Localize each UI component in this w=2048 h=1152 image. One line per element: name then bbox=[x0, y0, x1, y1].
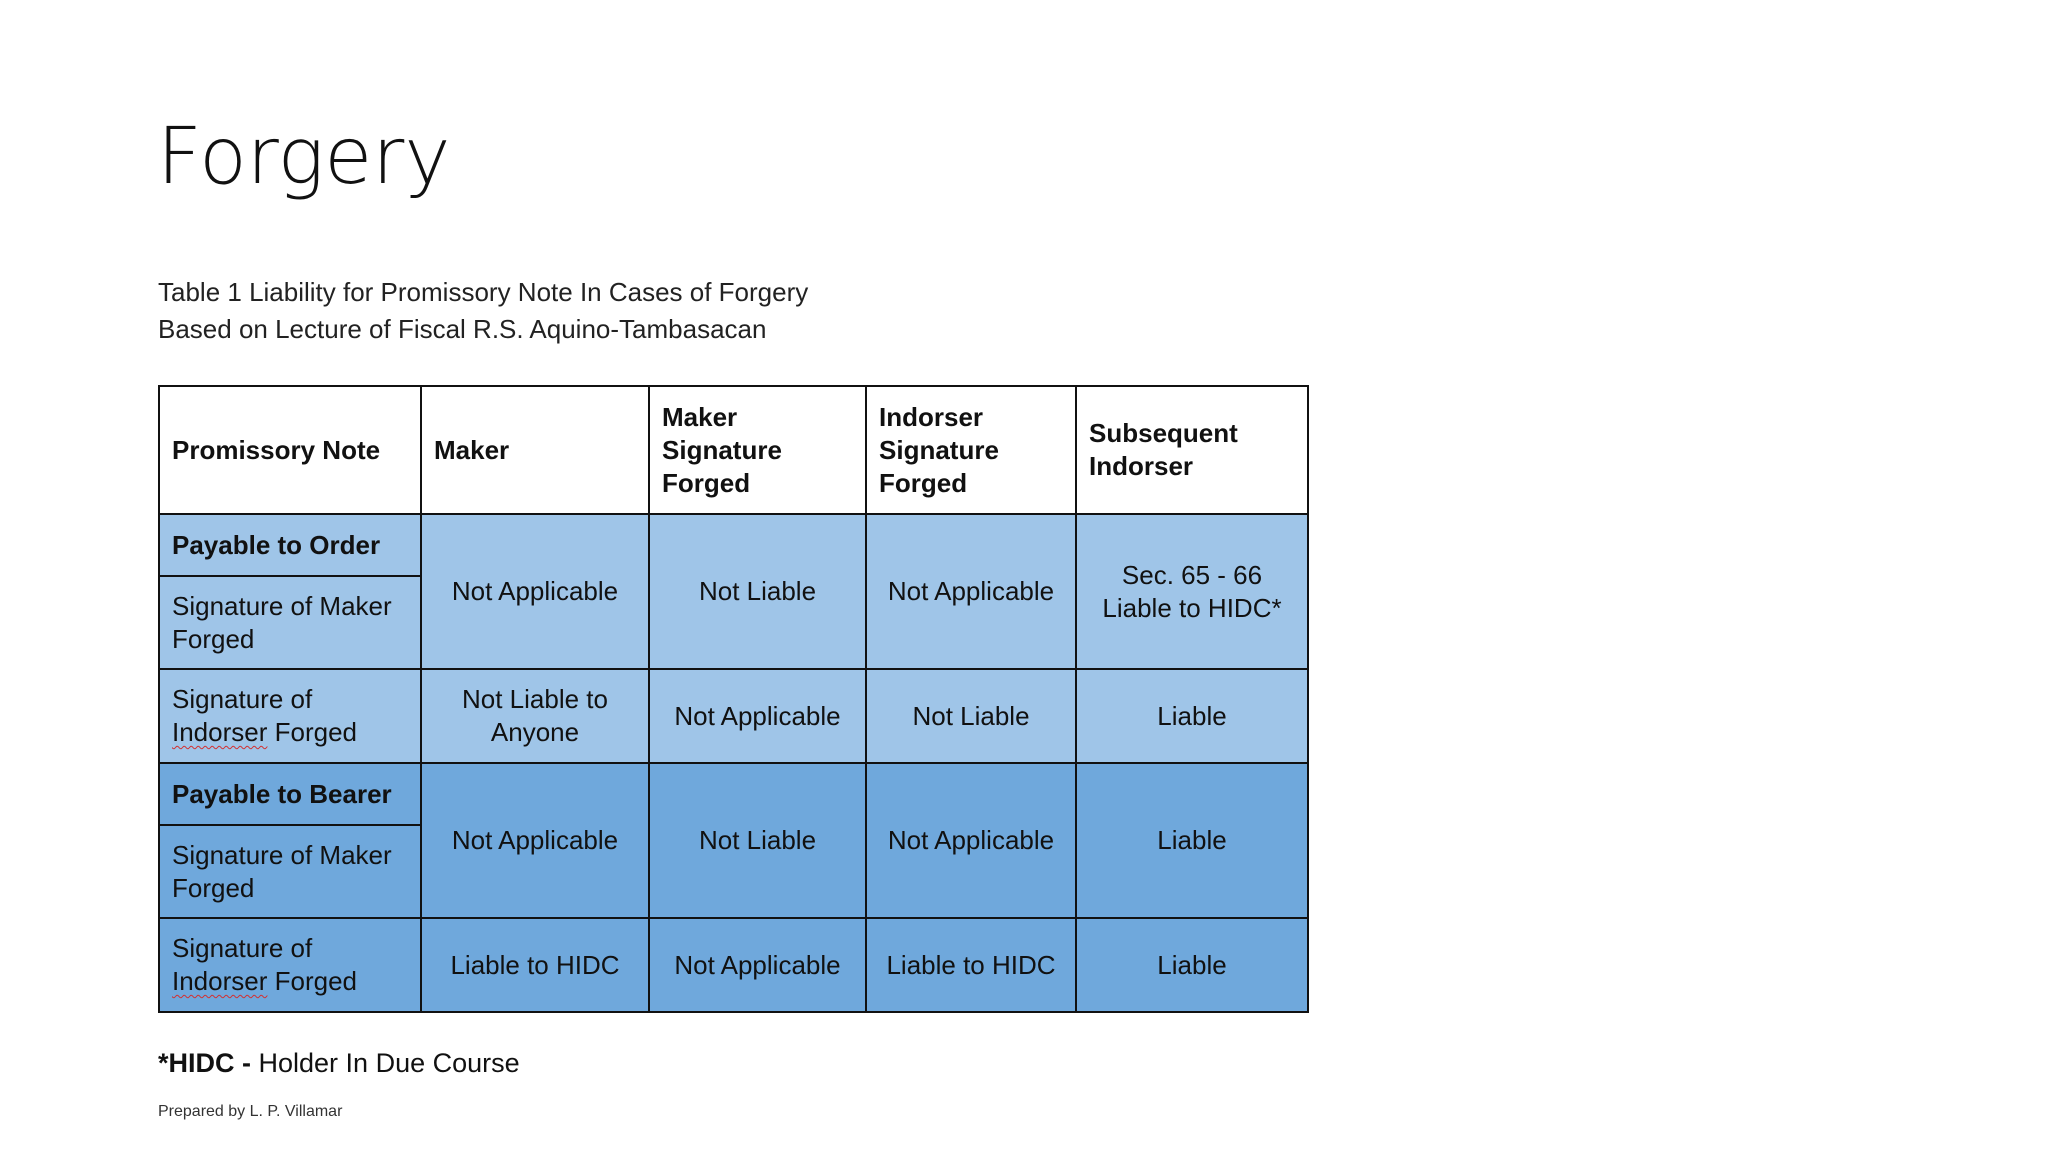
header-indorser-signature-forged: Indorser Signature Forged bbox=[866, 386, 1076, 514]
row-label-part: Signature of bbox=[172, 684, 313, 714]
table-caption bbox=[158, 274, 808, 348]
slide-title: Forgery bbox=[157, 112, 451, 202]
cell-line: Anyone bbox=[490, 717, 580, 747]
spellcheck-word: Indorser bbox=[172, 966, 268, 996]
table-row bbox=[159, 763, 1308, 825]
table-cell: Not Applicable bbox=[421, 763, 649, 918]
footnote-text: Holder In Due Course bbox=[258, 1048, 520, 1078]
row-label-part: Signature of bbox=[172, 933, 313, 963]
cell-line: Sec. 65 - 66 bbox=[1121, 559, 1263, 590]
table-cell: Liable bbox=[1076, 918, 1308, 1012]
footnote bbox=[158, 1048, 520, 1079]
caption-line-2: Based on Lecture of Fiscal R.S. Aquino-Tambasacan bbox=[158, 314, 767, 344]
forgery-liability-table bbox=[158, 385, 1309, 1013]
prepared-by: Prepared by L. P. Villamar bbox=[158, 1103, 343, 1120]
table-cell: Liable bbox=[1076, 763, 1308, 918]
row-label bbox=[159, 918, 421, 1012]
table-header-row bbox=[159, 386, 1308, 514]
row-label bbox=[159, 669, 421, 763]
table-row bbox=[159, 669, 1308, 763]
row-label: Signature of Maker Forged bbox=[159, 576, 421, 669]
row-label-part: Forged bbox=[274, 966, 358, 996]
table-row bbox=[159, 514, 1308, 576]
header-subsequent-indorser: Subsequent Indorser bbox=[1076, 386, 1308, 514]
table-cell bbox=[1076, 514, 1308, 669]
table-cell: Not Applicable bbox=[649, 918, 866, 1012]
table-cell: Not Applicable bbox=[421, 514, 649, 669]
table-cell: Not Applicable bbox=[866, 514, 1076, 669]
section-label-order: Payable to Order bbox=[159, 514, 421, 576]
spellcheck-word: Indorser bbox=[172, 717, 268, 747]
table-cell bbox=[421, 669, 649, 763]
table-cell: Not Liable bbox=[649, 763, 866, 918]
table-cell: Not Applicable bbox=[649, 669, 866, 763]
table-cell: Liable to HIDC bbox=[421, 918, 649, 1012]
section-label-bearer: Payable to Bearer bbox=[159, 763, 421, 825]
table-cell: Liable to HIDC bbox=[866, 918, 1076, 1012]
header-maker: Maker bbox=[421, 386, 649, 514]
header-maker-signature-forged: Maker Signature Forged bbox=[649, 386, 866, 514]
table-cell: Liable bbox=[1076, 669, 1308, 763]
row-label: Signature of Maker Forged bbox=[159, 825, 421, 918]
caption-line-1: Table 1 Liability for Promissory Note In Cases of Forgery bbox=[158, 277, 809, 307]
header-promissory-note: Promissory Note bbox=[159, 386, 421, 514]
table-cell: Not Applicable bbox=[866, 763, 1076, 918]
cell-line: Not Liable to bbox=[462, 684, 608, 714]
row-label-part: Forged bbox=[274, 717, 358, 747]
table-cell: Not Liable bbox=[649, 514, 866, 669]
cell-line: Liable to HIDC* bbox=[1102, 592, 1282, 623]
table-row bbox=[159, 918, 1308, 1012]
table-cell: Not Liable bbox=[866, 669, 1076, 763]
footnote-key: *HIDC - bbox=[158, 1048, 251, 1078]
